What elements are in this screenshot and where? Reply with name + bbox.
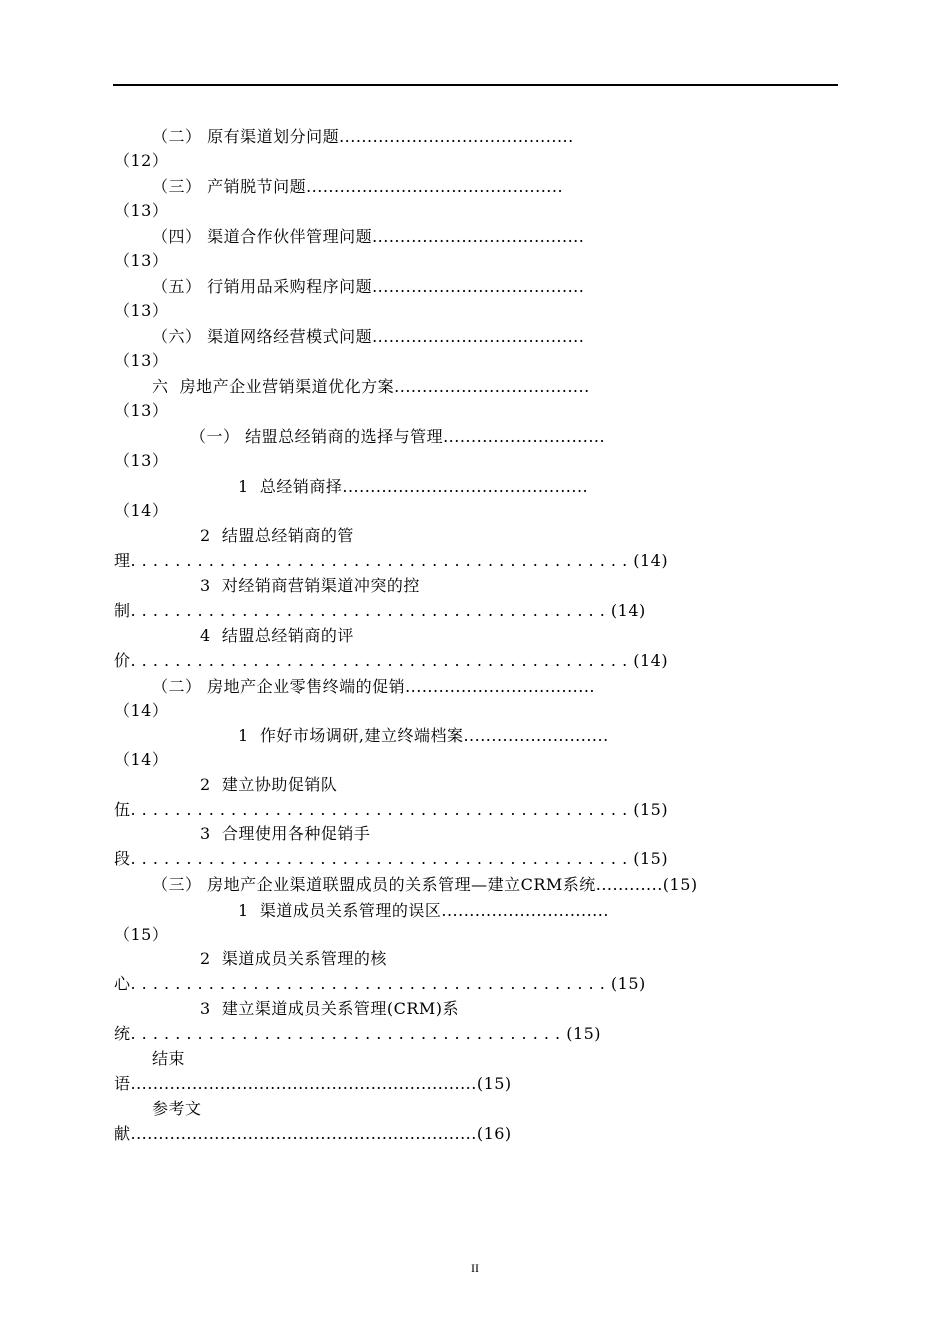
- toc-page-ref: （13）: [114, 451, 169, 470]
- toc-page-ref: （13）: [114, 201, 169, 220]
- toc-entry-continuation: 伍. . . . . . . . . . . . . . . . . . . . . . . . . . . . . . . . . . . . . . . . . . . . . (15): [114, 800, 669, 819]
- toc-entry: 4 结盟总经销商的评: [200, 626, 354, 645]
- toc-entry-continuation: 制. . . . . . . . . . . . . . . . . . . . . . . . . . . . . . . . . . . . . . . . . . . (14): [114, 601, 646, 620]
- toc-entry: 1 渠道成员关系管理的误区..............................: [238, 901, 609, 920]
- toc-entry: （三） 产销脱节问题..............................................: [152, 177, 564, 196]
- toc-entry: 2 渠道成员关系管理的核: [200, 949, 387, 968]
- toc-entry: 3 合理使用各种促销手: [200, 824, 371, 843]
- toc-entry: （一） 结盟总经销商的选择与管理.............................: [190, 427, 606, 446]
- toc-entry-continuation: 价. . . . . . . . . . . . . . . . . . . . . . . . . . . . . . . . . . . . . . . . . . . . . (14): [114, 651, 669, 670]
- toc-entry-continuation: 统. . . . . . . . . . . . . . . . . . . . . . . . . . . . . . . . . . . . . . . (15): [114, 1024, 602, 1043]
- toc-entry: （六） 渠道网络经营模式问题......................................: [152, 327, 585, 346]
- toc-entry: 结束: [152, 1049, 186, 1068]
- toc-page-ref: （13）: [114, 251, 169, 270]
- toc-page-ref: （13）: [114, 401, 169, 420]
- toc-entry: 2 结盟总经销商的管: [200, 526, 354, 545]
- page-number: II: [471, 1261, 479, 1275]
- toc-entry: 1 总经销商择............................................: [238, 477, 589, 496]
- toc-page-ref: （14）: [114, 750, 169, 769]
- toc-entry: （二） 房地产企业零售终端的促销..................................: [152, 677, 596, 696]
- toc-entry-continuation: 段. . . . . . . . . . . . . . . . . . . . . . . . . . . . . . . . . . . . . . . . . . . . . (15): [114, 849, 669, 868]
- toc-entry-continuation: 心. . . . . . . . . . . . . . . . . . . . . . . . . . . . . . . . . . . . . . . . . . . (15): [114, 974, 646, 993]
- toc-page-ref: （12）: [114, 151, 169, 170]
- toc-entry: 1 作好市场调研,建立终端档案..........................: [238, 726, 609, 745]
- toc-page-ref: （13）: [114, 351, 169, 370]
- toc-entry: 六 房地产企业营销渠道优化方案...................................: [152, 377, 590, 396]
- toc-entry: （三） 房地产企业渠道联盟成员的关系管理—建立CRM系统............(15): [152, 875, 698, 894]
- toc-entry: 3 对经销商营销渠道冲突的控: [200, 576, 420, 595]
- toc-entry: 3 建立渠道成员关系管理(CRM)系: [200, 999, 460, 1018]
- toc-entry: （五） 行销用品采购程序问题......................................: [152, 277, 585, 296]
- toc-entry: 2 建立协助促销队: [200, 775, 338, 794]
- toc-entry: （四） 渠道合作伙伴管理问题......................................: [152, 227, 585, 246]
- toc-entry-continuation: 理. . . . . . . . . . . . . . . . . . . . . . . . . . . . . . . . . . . . . . . . . . . . . (14): [114, 551, 669, 570]
- toc-entry-continuation: 献..............................................................(16): [114, 1124, 512, 1143]
- toc-page-ref: （14）: [114, 501, 169, 520]
- toc-page-ref: （15）: [114, 925, 169, 944]
- toc-page-ref: （14）: [114, 701, 169, 720]
- toc-entry: （二） 原有渠道划分问题..........................................: [152, 127, 574, 146]
- toc-entry-continuation: 语..............................................................(15): [114, 1074, 512, 1093]
- toc-entry: 参考文: [152, 1099, 202, 1118]
- header-rule: [113, 84, 838, 86]
- toc-page-ref: （13）: [114, 301, 169, 320]
